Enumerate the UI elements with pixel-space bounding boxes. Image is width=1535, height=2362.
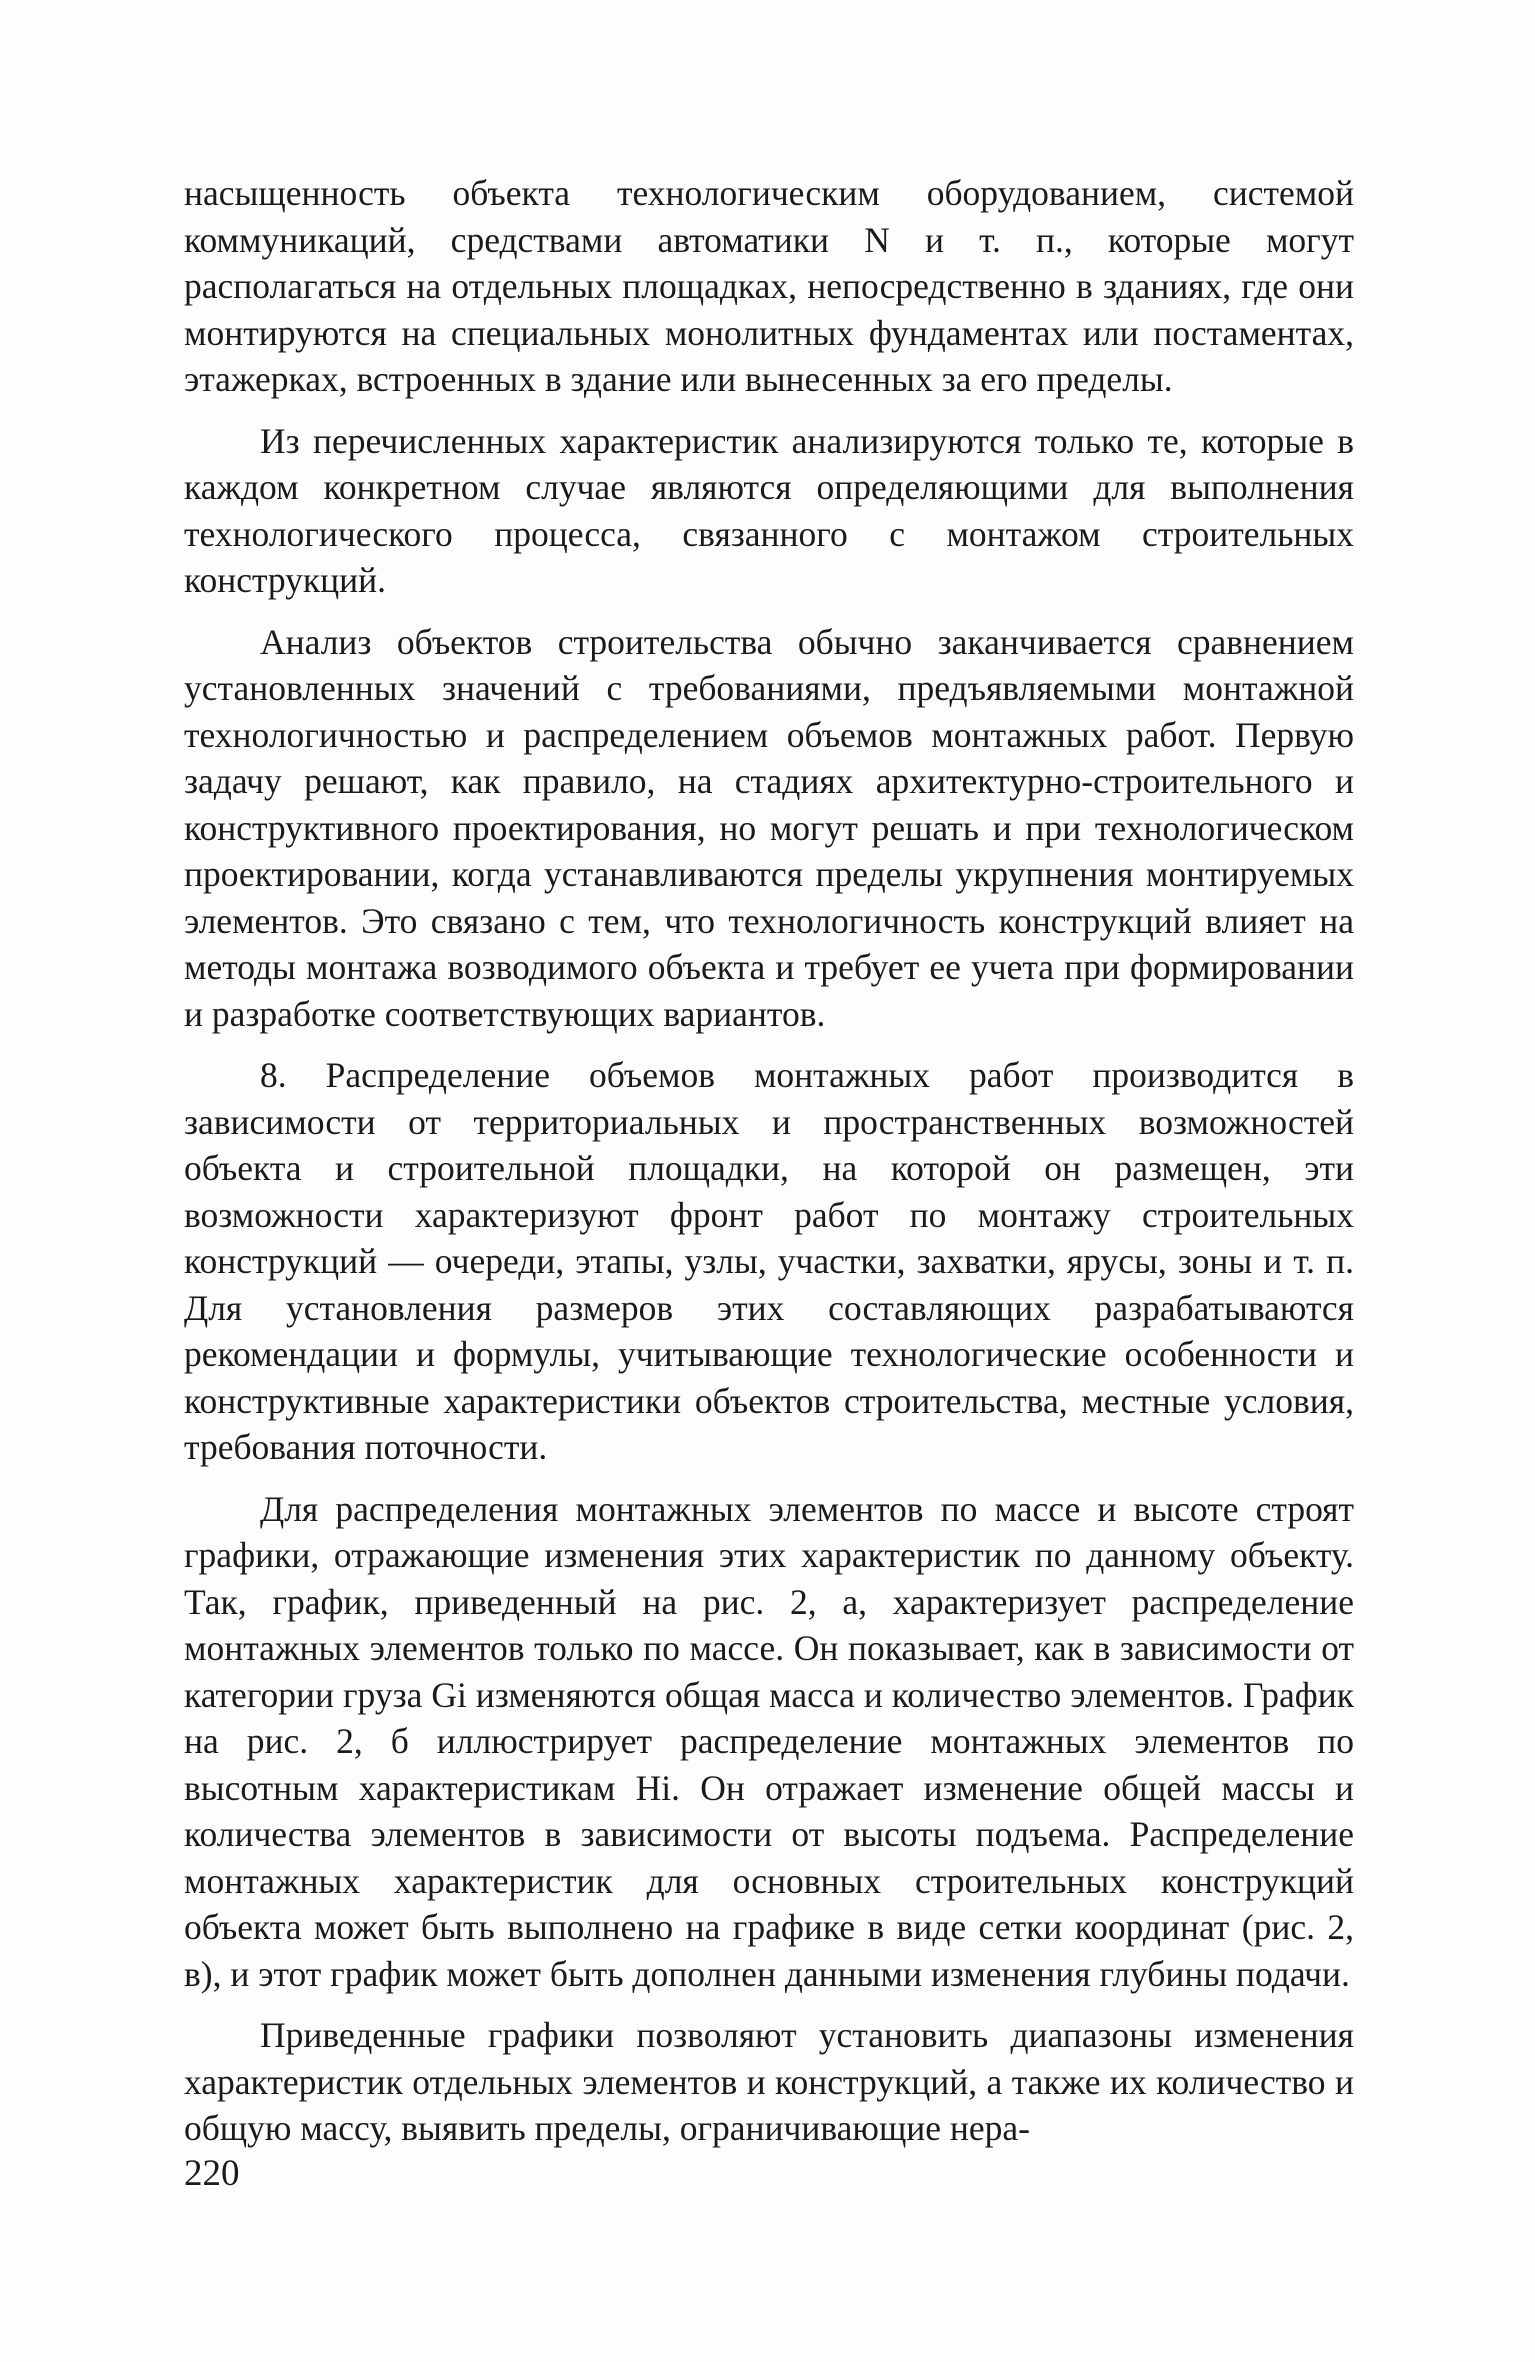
paragraph-item-8: 8. Распределение объемов монтажных работ производится в зависимости от территориальных и пространственных возможностей объекта и строительной площадки, на которой он размещен, эти возможности характеризуют фронт работ по монтажу строительных конструкций — очереди, этапы, узлы, участки, захватки, ярусы, зоны и т. п. Для установления размеров этих составляющих разрабатываются рекомендации и формулы, учитывающие технологические особенности и конструктивные характеристики объектов строительства, местные условия, требования поточности.	[184, 1055, 1354, 1467]
paragraph-graphs: Для распределения монтажных элементов по массе и высоте строят графики, отражающие изменения этих характеристик по данному объекту. Так, график, приведенный на рис. 2, а, характеризует распределение монтажных элементов только по массе. Он показывает, как в зависимости от категории груза Gi изменяются общая масса и количество элементов. График на рис. 2, б иллюстрирует распределение монтажных элементов по высотным характеристикам Hi. Он отражает изменение общей массы и количества элементов в зависимости от высоты подъема. Распределение монтажных характеристик для основных строительных конструкций объекта может быть выполнено на графике в виде сетки координат (рис. 2, в), и этот график может быть дополнен данными изменения глубины подачи.	[184, 1488, 1354, 1994]
body-text	[184, 170, 1354, 2152]
paragraph-ranges: Приведенные графики позволяют установить диапазоны изменения характеристик отдельных элементов и конструкций, а также их количество и общую массу, выявить пределы, ограничивающие нера-	[184, 2015, 1354, 2148]
paragraph-continuation: насыщенность объекта технологическим оборудованием, системой коммуникаций, средствами автоматики N и т. п., которые могут располагаться на отдельных площадках, непосредственно в зданиях, где они монтируются на специальных монолитных фундаментах или постаментах, этажерках, встроенных в здание или вынесенных за его пределы.	[184, 173, 1354, 399]
page-number: 220	[184, 2153, 240, 2194]
paragraph-analysis: Анализ объектов строительства обычно заканчивается сравнением установленных значений с требованиями, предъявляемыми монтажной технологичностью и распределением объемов монтажных работ. Первую задачу решают, как правило, на стадиях архитектурно-строительного и конструктивного проектирования, но могут решать и при технологическом проектировании, когда устанавливаются пределы укрупнения монтируемых элементов. Это связано с тем, что технологичность конструкций влияет на методы монтажа возводимого объекта и требует ее учета при формировании и разработке соответствующих вариантов.	[184, 621, 1354, 1034]
paragraph-characteristics: Из перечисленных характеристик анализируются только те, которые в каждом конкретном случае являются определяющими для выполнения технологического процесса, связанного с монтажом строительных конструкций.	[184, 420, 1354, 600]
